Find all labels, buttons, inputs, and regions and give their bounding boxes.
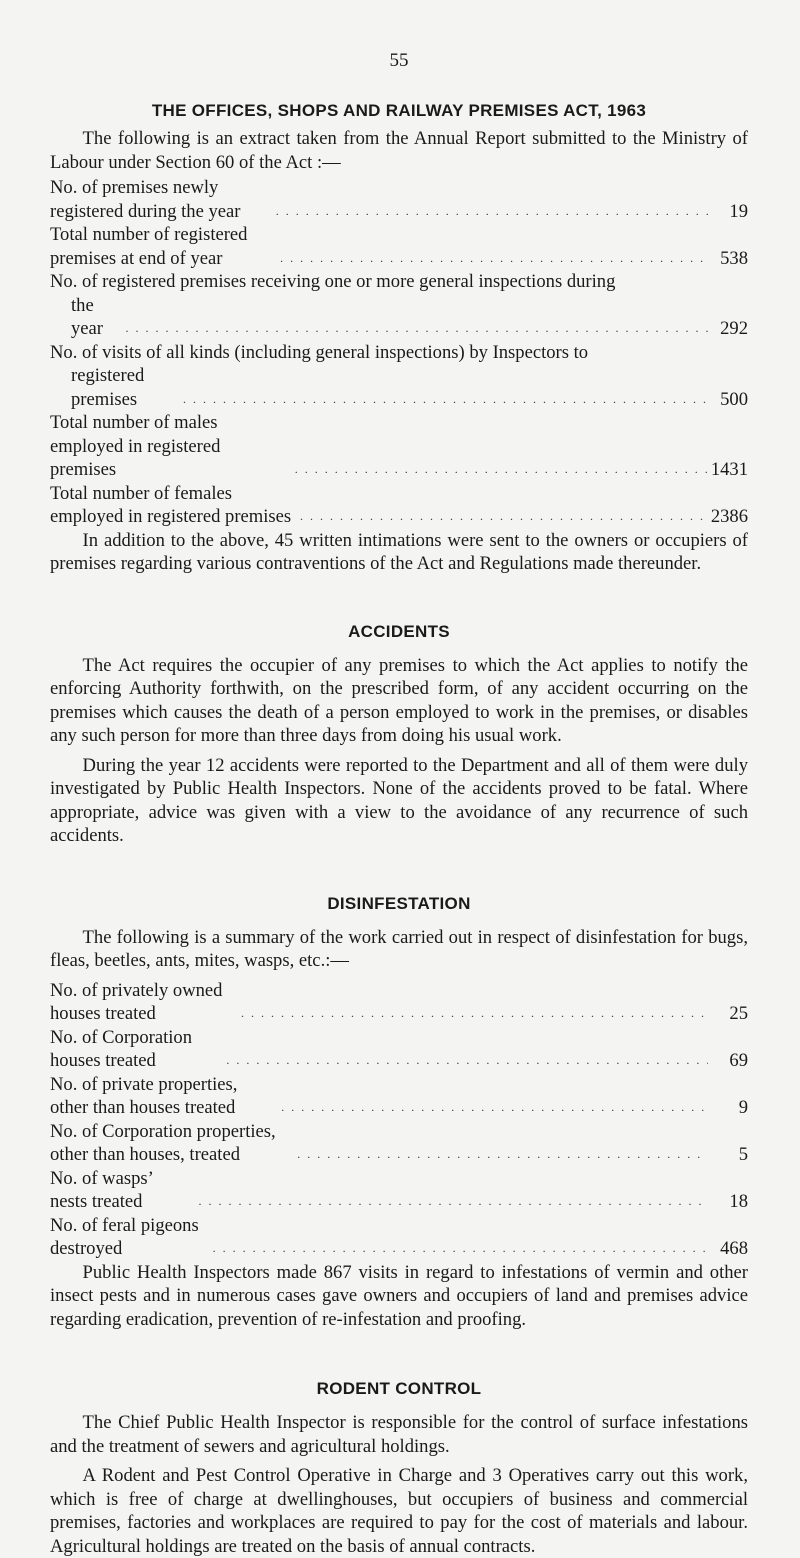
stat-value: 69 (729, 1050, 748, 1071)
stat-row (50, 1073, 748, 1120)
stat-value: 292 (720, 318, 748, 339)
accidents-heading: ACCIDENTS (348, 621, 450, 641)
stat-label-line2: the year (71, 294, 103, 339)
leader-dots (120, 315, 708, 341)
stat-value: 18 (729, 1191, 748, 1212)
stat-label: No. of Corporation properties, other than houses, treated (50, 1120, 276, 1165)
stat-label: Total number of males employed in registered premises (50, 412, 221, 480)
stat-label-line2: registered premises (71, 365, 145, 410)
accidents-paragraph-2: During the year 12 accidents were reported to the Department and all of them were duly investigated by Public Health Inspectors. None of the accidents proved to be fatal. Where appropriate, advice was given with a view to the avoidance of any recurrence of such accidents. (50, 754, 748, 846)
offices-stats-list (50, 176, 748, 529)
rodent-paragraph-2: A Rodent and Pest Control Operative in Charge and 3 Operatives carry out this work, which is free of charge at dwellinghouses, but occupiers of business and commercial premises, factories and workplaces are required to pay for the cost of materials and labour. Agricultural holdings are treated on the basis of annual contracts. (50, 1465, 748, 1557)
leader-dots (289, 456, 708, 482)
stat-value: 9 (738, 1097, 748, 1118)
leader-dots (291, 1141, 708, 1167)
stat-row (50, 482, 748, 529)
stat-value: 2386 (710, 506, 748, 527)
offices-act-section (50, 101, 748, 576)
stat-row (50, 1214, 748, 1261)
accidents-paragraph-1: The Act requires the occupier of any premises to which the Act applies to notify the enforcing Authority forthwith, on the prescribed form, of any accident occurring on the premises which causes the death of a person employed to work in the premises, or disables any such person for more than three days from doing his usual work. (50, 654, 748, 746)
leader-dots (270, 198, 708, 224)
stat-label-line1: No. of registered premises receiving one or more general inspections during (50, 271, 616, 292)
stat-label: Total number of females employed in registered premises (50, 482, 292, 527)
stat-row (50, 223, 748, 270)
stat-label: No. of private properties, other than houses treated (50, 1073, 238, 1118)
accidents-section (50, 622, 748, 848)
stat-value: 468 (720, 1238, 748, 1259)
leader-dots (275, 1094, 708, 1120)
stat-label: No. of Corporation houses treated (50, 1026, 193, 1071)
leader-dots (177, 386, 708, 412)
stat-row (50, 1167, 748, 1214)
leader-dots (192, 1188, 708, 1214)
stat-row (50, 341, 748, 412)
offices-addition-paragraph: In addition to the above, 45 written intimations were sent to the owners or occupiers of premises regarding various contraventions of the Act and Regulations made thereunder. (50, 529, 748, 574)
leader-dots (274, 245, 708, 271)
stat-label: No. of feral pigeons destroyed (50, 1214, 199, 1259)
stat-row (50, 411, 748, 482)
disinfestation-section (50, 894, 748, 1332)
stat-label: No. of privately owned houses treated (50, 979, 223, 1024)
stat-value: 5 (738, 1144, 748, 1165)
stat-row (50, 979, 748, 1026)
leader-dots (207, 1235, 708, 1261)
page-number: 55 (389, 50, 409, 71)
stat-row (50, 176, 748, 223)
leader-dots (220, 1047, 708, 1073)
stat-value: 538 (720, 247, 748, 269)
stat-row (50, 1120, 748, 1167)
disinfestation-closing-paragraph: Public Health Inspectors made 867 visits in regard to infestations of vermin and other insect pests and in numerous cases gave owners and occupiers of land and premises advice regarding eradication, prevention of re-infestation and proofing. (50, 1261, 748, 1330)
rodent-paragraph-1: The Chief Public Health Inspector is responsible for the control of surface infestations and the treatment of sewers and agricultural holdings. (50, 1412, 748, 1457)
leader-dots (294, 503, 708, 529)
stat-value: 19 (729, 200, 748, 222)
offices-intro-paragraph: The following is an extract taken from the Annual Report submitted to the Ministry of Labour under Section 60 of the Act :— (50, 128, 748, 173)
disinfestation-intro-paragraph: The following is a summary of the work carried out in respect of disinfestation for bugs, fleas, beetles, ants, mites, wasps, etc.:— (50, 926, 748, 971)
rodent-control-heading: RODENT CONTROL (316, 1379, 482, 1398)
stat-label: Total number of registered premises at end of year (50, 224, 248, 269)
stat-label: No. of premises newly registered during the year (50, 177, 241, 222)
stat-label-line1: No. of visits of all kinds (including general inspections) by Inspectors to (50, 341, 589, 363)
leader-dots (235, 1000, 708, 1026)
stat-row (50, 1026, 748, 1073)
stat-value: 1431 (710, 459, 748, 480)
stat-row (50, 270, 748, 341)
offices-act-heading: THE OFFICES, SHOPS AND RAILWAY PREMISES ACT, 1963 (151, 101, 647, 120)
stat-value: 500 (720, 388, 748, 410)
stat-label: No. of wasps’ nests treated (50, 1167, 153, 1212)
disinfestation-stats-list (50, 979, 748, 1261)
rodent-control-section (50, 1379, 748, 1558)
stat-value: 25 (729, 1003, 748, 1024)
disinfestation-heading: DISINFESTATION (327, 893, 471, 913)
